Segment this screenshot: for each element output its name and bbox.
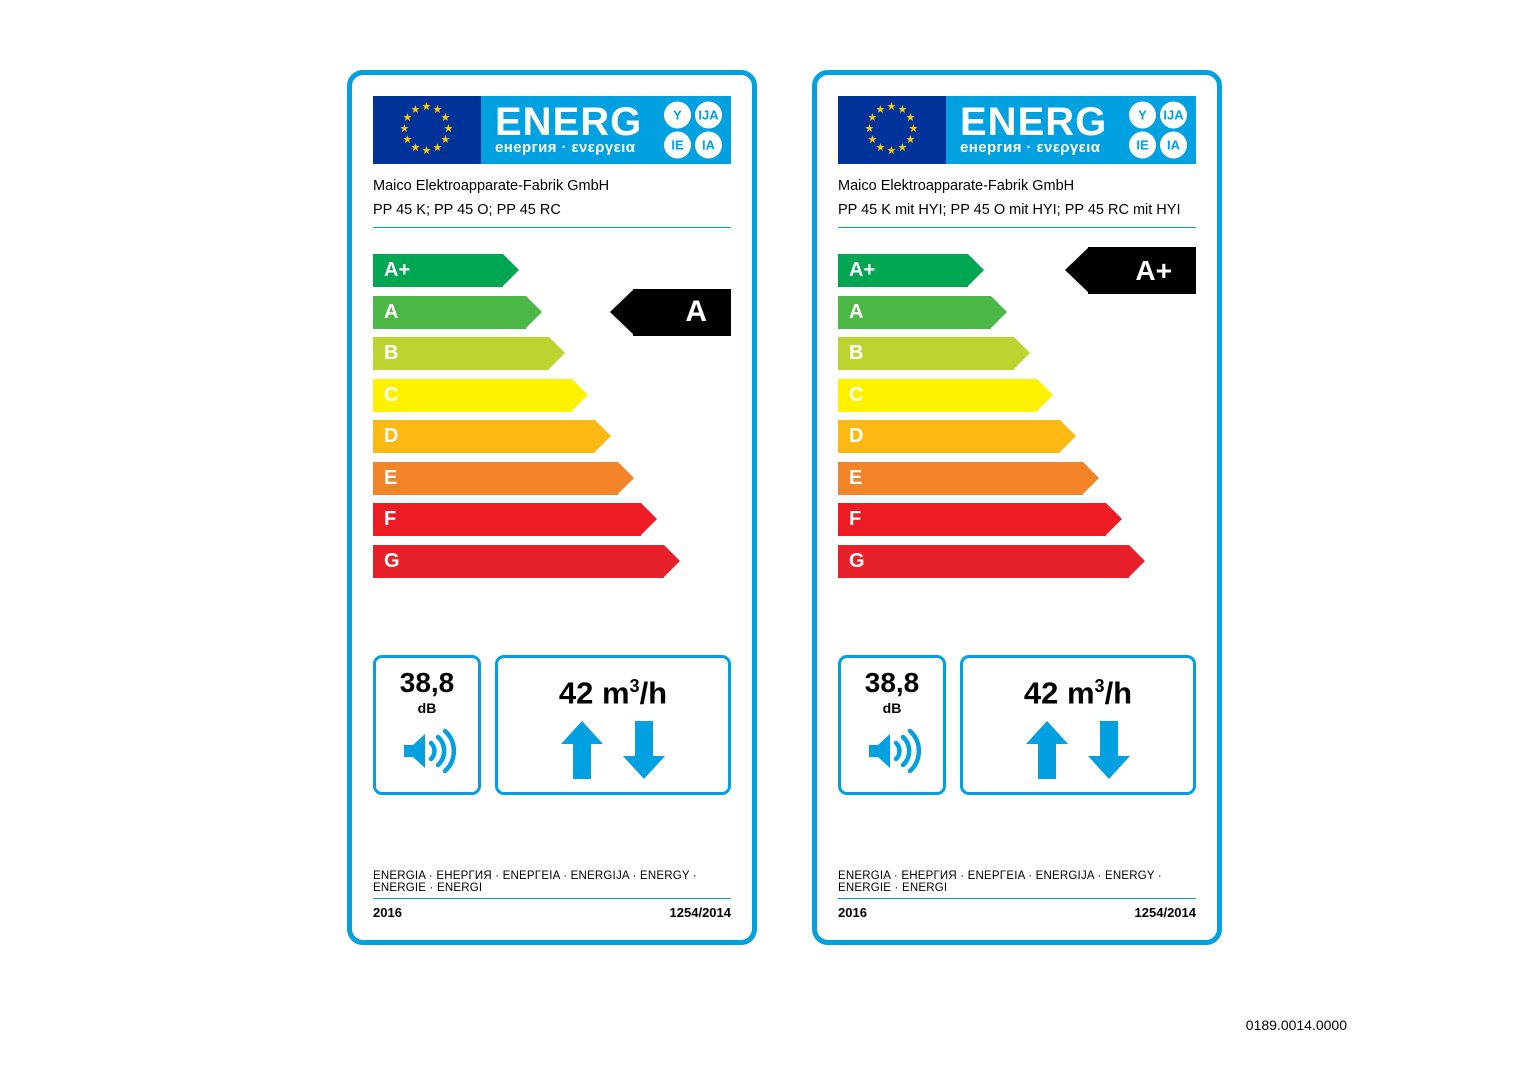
eu-star-icon: ★ <box>905 112 916 124</box>
energ-wordmark-translations: енергия · ενεργεια <box>960 139 1101 156</box>
airflow-number: 42 m <box>1023 675 1095 711</box>
label-footer <box>838 870 1196 920</box>
airflow-down-arrow-icon <box>623 721 665 779</box>
grade-label: F <box>849 508 862 530</box>
grade-bar <box>373 337 549 370</box>
noise-box <box>838 655 946 795</box>
energ-brand-block <box>481 96 731 164</box>
grade-label: B <box>384 342 399 364</box>
grade-row <box>373 337 752 370</box>
grade-row <box>838 462 1217 495</box>
energy-suffix-circle: IJA <box>695 102 722 129</box>
noise-icon-wrap <box>863 728 921 779</box>
regulation-number: 1254/2014 <box>1134 905 1196 920</box>
grade-label: C <box>384 383 399 406</box>
eu-flag-icon <box>373 96 481 164</box>
noise-speaker-icon <box>398 728 456 774</box>
noise-unit: dB <box>882 700 902 716</box>
model-identifier: PP 45 K; PP 45 O; PP 45 RC <box>373 202 561 218</box>
grade-row <box>838 379 1217 412</box>
airflow-unit: /h <box>1104 675 1133 711</box>
eu-star-icon: ★ <box>402 134 413 146</box>
grade-bar <box>838 462 1083 495</box>
eu-star-icon: ★ <box>443 123 454 135</box>
grade-label: A <box>384 300 399 323</box>
efficiency-scale <box>838 254 1217 584</box>
grade-bar <box>838 296 991 329</box>
eu-star-icon: ★ <box>421 145 432 157</box>
grade-label: F <box>384 508 397 530</box>
grade-row <box>838 337 1217 370</box>
grade-bar <box>838 545 1129 578</box>
eu-star-icon: ★ <box>867 134 878 146</box>
airflow-value <box>559 668 667 711</box>
energy-label-1 <box>347 70 757 945</box>
grade-label: A+ <box>849 259 876 281</box>
grade-bar <box>373 296 526 329</box>
label-year: 2016 <box>373 905 402 920</box>
grade-row <box>838 420 1217 453</box>
grade-bar <box>838 254 968 287</box>
grade-row <box>838 503 1217 536</box>
grade-bar <box>838 420 1060 453</box>
eu-star-icon: ★ <box>886 101 897 113</box>
airflow-exponent: 3 <box>1094 676 1105 696</box>
rating-arrow <box>1088 247 1196 294</box>
energy-suffix-circle: IA <box>1160 132 1187 159</box>
airflow-value <box>1024 668 1132 711</box>
eu-star-icon: ★ <box>402 112 413 124</box>
energy-suffix-circles <box>1129 102 1188 159</box>
airflow-number: 42 m <box>558 675 630 711</box>
grade-bar <box>373 379 572 412</box>
airflow-up-arrow-icon <box>561 721 603 779</box>
eu-star-icon: ★ <box>440 112 451 124</box>
airflow-box <box>960 655 1196 795</box>
eu-star-icon: ★ <box>886 145 897 157</box>
efficiency-scale <box>373 254 752 584</box>
airflow-arrows <box>1026 721 1130 779</box>
eu-star-icon: ★ <box>440 134 451 146</box>
manufacturer-name: Maico Elektroapparate-Fabrik GmbH <box>373 178 610 194</box>
noise-box <box>373 655 481 795</box>
footer-row <box>373 899 731 920</box>
noise-speaker-icon <box>863 728 921 774</box>
eu-star-icon: ★ <box>897 142 908 155</box>
eu-star-icon: ★ <box>875 103 886 116</box>
eu-star-icon: ★ <box>867 112 878 124</box>
grade-row <box>373 254 752 287</box>
manufacturer-name: Maico Elektroapparate-Fabrik GmbH <box>838 178 1075 194</box>
grade-bar <box>373 254 503 287</box>
grade-row <box>373 545 752 578</box>
grade-row <box>838 545 1217 578</box>
eu-star-icon: ★ <box>410 103 421 116</box>
grade-bar <box>373 462 618 495</box>
eu-star-icon: ★ <box>908 123 919 135</box>
grade-label: G <box>384 549 400 572</box>
eu-star-icon: ★ <box>432 103 443 116</box>
airflow-unit: /h <box>639 675 668 711</box>
rating-value: A <box>685 295 707 328</box>
model-identifier: PP 45 K mit HYI; PP 45 O mit HYI; PP 45 RC mit HYI <box>838 202 1181 218</box>
grade-row <box>373 503 752 536</box>
eu-flag-icon <box>838 96 946 164</box>
energy-suffix-circle: Y <box>664 102 691 129</box>
label-header <box>838 96 1196 164</box>
grade-label: A+ <box>384 259 411 281</box>
grade-row <box>373 420 752 453</box>
energy-suffix-circle: Y <box>1129 102 1156 129</box>
energ-text-wrap <box>495 100 643 156</box>
energ-brand-block <box>946 96 1196 164</box>
label-year: 2016 <box>838 905 867 920</box>
grade-label: B <box>849 342 864 364</box>
energy-labels-container <box>347 70 1222 945</box>
airflow-exponent: 3 <box>629 676 640 696</box>
regulation-number: 1254/2014 <box>669 905 731 920</box>
eu-star-icon: ★ <box>399 123 410 135</box>
noise-value: 38,8 <box>399 667 455 698</box>
footer-language-list: ENERGIA · ЕНЕРГИЯ · ΕΝΕΡΓΕΙΑ · ENERGIJA · ENERGY · ENERGIE · ENERGI <box>373 870 731 899</box>
eu-star-icon: ★ <box>432 142 443 155</box>
label-header <box>373 96 731 164</box>
noise-value: 38,8 <box>864 667 920 698</box>
airflow-arrows <box>561 721 665 779</box>
energy-label-2 <box>812 70 1222 945</box>
label-footer <box>373 870 731 920</box>
manufacturer-model-block <box>373 176 731 228</box>
grade-bar <box>373 545 664 578</box>
rating-arrow <box>633 289 731 336</box>
grade-bar <box>838 337 1014 370</box>
energ-text-wrap <box>960 100 1108 156</box>
eu-star-icon: ★ <box>875 142 886 155</box>
footer-row <box>838 899 1196 920</box>
eu-star-icon: ★ <box>410 142 421 155</box>
energ-wordmark: ENERG <box>960 100 1108 144</box>
grade-row <box>373 379 752 412</box>
noise-icon-wrap <box>398 728 456 779</box>
eu-star-icon: ★ <box>421 101 432 113</box>
rating-value: A+ <box>1135 254 1172 286</box>
grade-label: E <box>384 466 398 489</box>
manufacturer-model-block <box>838 176 1196 228</box>
grade-label: A <box>849 300 864 323</box>
noise-unit: dB <box>417 700 437 716</box>
grade-row <box>838 296 1217 329</box>
energy-suffix-circle: IE <box>1129 132 1156 159</box>
info-boxes <box>373 655 731 795</box>
eu-star-icon: ★ <box>864 123 875 135</box>
grade-label: D <box>849 425 864 447</box>
energy-suffix-circles <box>664 102 723 159</box>
grade-label: C <box>849 383 864 406</box>
info-boxes <box>838 655 1196 795</box>
grade-bar <box>838 379 1037 412</box>
airflow-box <box>495 655 731 795</box>
grade-label: G <box>849 549 865 572</box>
eu-star-icon: ★ <box>897 103 908 116</box>
energ-wordmark: ENERG <box>495 100 643 144</box>
grade-bar <box>373 420 595 453</box>
eu-star-icon: ★ <box>905 134 916 146</box>
energy-suffix-circle: IE <box>664 132 691 159</box>
energy-suffix-circle: IA <box>695 132 722 159</box>
grade-row <box>373 462 752 495</box>
energy-suffix-circle: IJA <box>1160 102 1187 129</box>
footer-language-list: ENERGIA · ЕНЕРГИЯ · ΕΝΕΡΓΕΙΑ · ENERGIJA · ENERGY · ENERGIE · ENERGI <box>838 870 1196 899</box>
energ-wordmark-translations: енергия · ενεργεια <box>495 139 636 156</box>
airflow-up-arrow-icon <box>1026 721 1068 779</box>
grade-bar <box>373 503 641 536</box>
grade-label: D <box>384 425 399 447</box>
airflow-down-arrow-icon <box>1088 721 1130 779</box>
grade-label: E <box>849 466 863 489</box>
grade-bar <box>838 503 1106 536</box>
document-code: 0189.0014.0000 <box>1245 1017 1347 1033</box>
